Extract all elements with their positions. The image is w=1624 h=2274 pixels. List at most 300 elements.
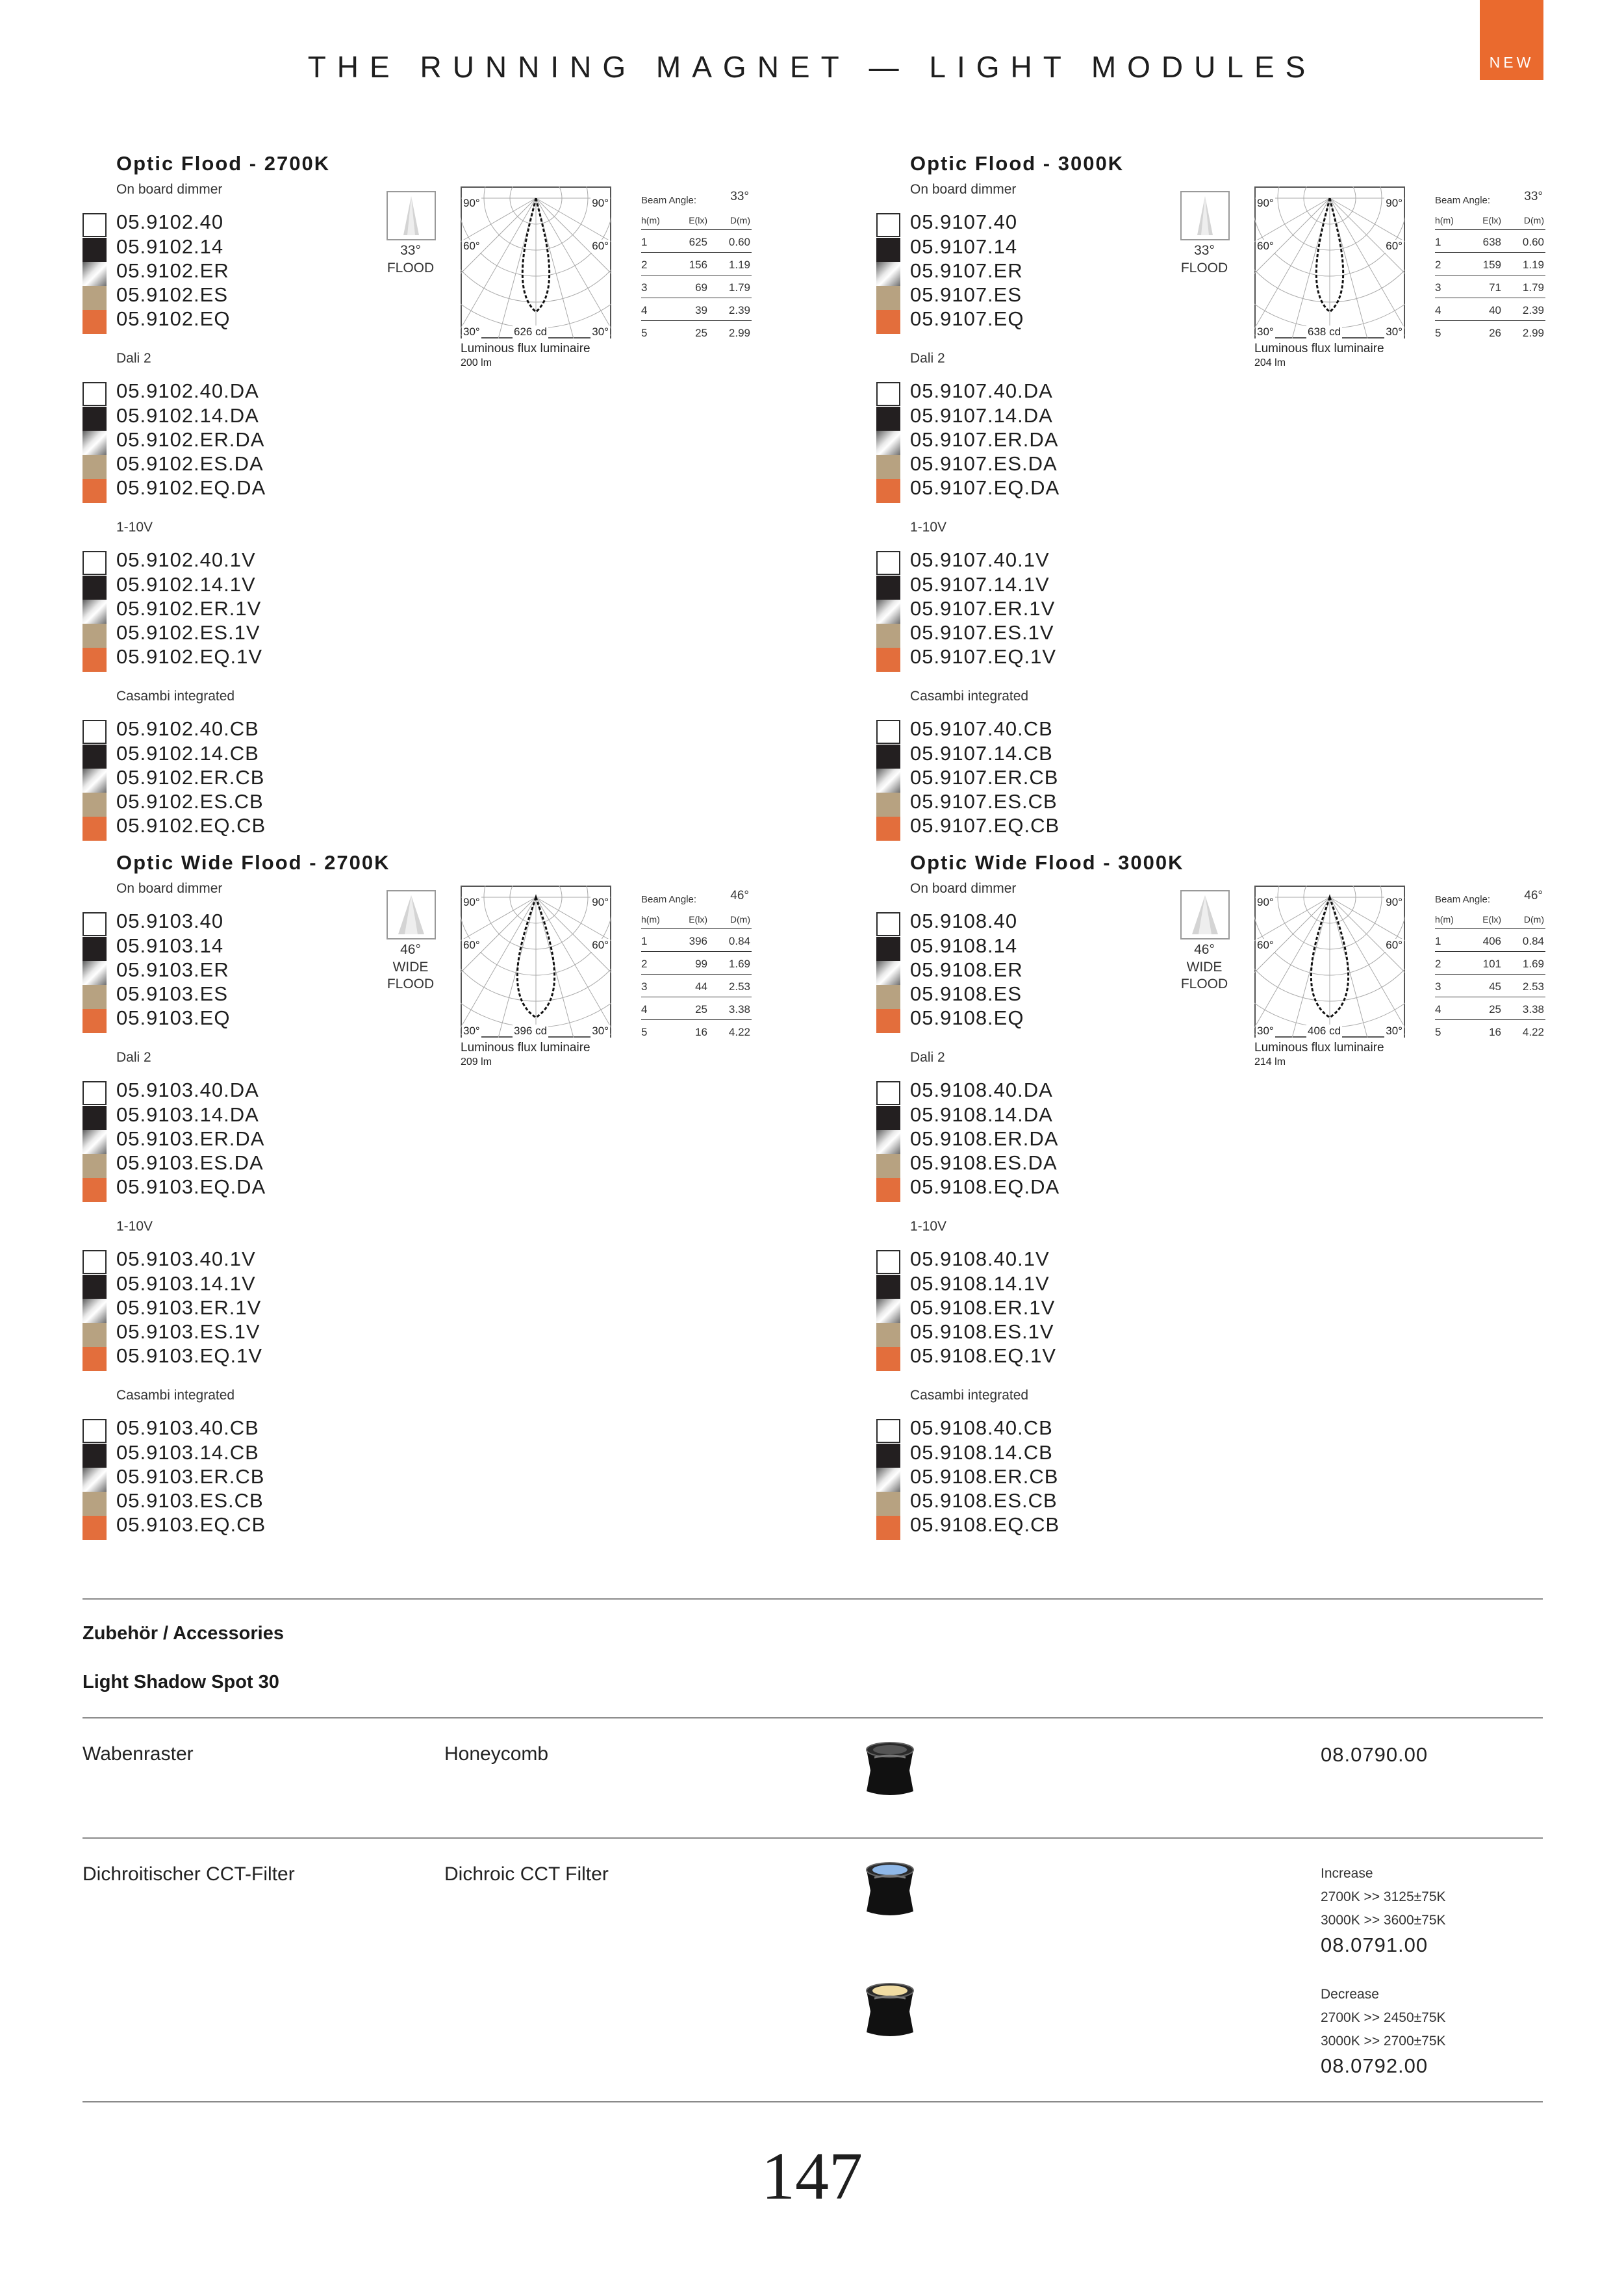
column-header: h(m) xyxy=(641,914,660,925)
beam-cell: 2 xyxy=(641,958,648,970)
column-header: h(m) xyxy=(1435,914,1454,925)
product-item xyxy=(876,1247,1214,1271)
beam-cell: 71 xyxy=(1489,281,1501,294)
product-item xyxy=(82,1103,420,1127)
beam-row xyxy=(641,253,752,275)
finish-swatch xyxy=(82,1009,107,1033)
beam-cell: 25 xyxy=(695,1003,707,1016)
article-code: 05.9108.ER xyxy=(910,958,1023,981)
amber-filter-icon xyxy=(857,1979,922,2044)
finish-swatch xyxy=(82,937,107,961)
article-code: 05.9102.ER.1V xyxy=(116,597,262,620)
article-code: 05.9102.ES.CB xyxy=(116,790,264,813)
finish-swatch xyxy=(876,1081,900,1105)
beam-cell: 1 xyxy=(641,236,648,248)
new-badge: NEW xyxy=(1480,0,1543,80)
article-code: 05.9108.14.1V xyxy=(910,1272,1050,1295)
dimming-group xyxy=(82,689,407,845)
product-item xyxy=(876,1006,1214,1030)
beam-angle-label: Beam Angle: xyxy=(1435,894,1491,905)
product-item xyxy=(876,1296,1214,1320)
beam-cell: 0.84 xyxy=(1522,935,1544,947)
product-item xyxy=(876,1151,1214,1175)
article-code: 05.9103.ES.CB xyxy=(116,1489,264,1512)
group-label: Dali 2 xyxy=(116,351,151,366)
product-item xyxy=(876,645,1214,669)
article-code: 05.9102.ER.DA xyxy=(116,428,265,451)
section-title: Optic Wide Flood - 2700K xyxy=(116,851,390,874)
article-code: 05.9108.14 xyxy=(910,934,1018,957)
column-header: D(m) xyxy=(730,914,750,925)
finish-swatch xyxy=(876,262,900,286)
optic-symbol xyxy=(1180,191,1230,240)
finish-swatch xyxy=(876,817,900,841)
beam-row xyxy=(1435,997,1545,1020)
beam-row xyxy=(641,321,752,344)
article-code: 05.9103.EQ.CB xyxy=(116,1513,266,1536)
beam-row xyxy=(1435,929,1545,952)
beam-cell: 25 xyxy=(1489,1003,1501,1016)
polar-angle-label: 60° xyxy=(1386,240,1402,252)
article-code: 05.9102.14.1V xyxy=(116,573,256,596)
finish-swatch xyxy=(82,1492,107,1516)
beam-cell: 0.84 xyxy=(728,935,750,947)
product-item xyxy=(876,1513,1214,1537)
finish-swatch xyxy=(876,1516,900,1540)
product-item xyxy=(876,1079,1214,1103)
beam-cell: 45 xyxy=(1489,980,1501,993)
beam-row xyxy=(641,1020,752,1043)
article-code: 05.9103.14.DA xyxy=(116,1103,259,1126)
finish-swatch xyxy=(82,1275,107,1299)
product-item xyxy=(876,717,1214,741)
product-section xyxy=(876,152,1623,847)
polar-grid xyxy=(461,186,611,339)
beam-cell: 2.53 xyxy=(1522,980,1544,993)
column-header: D(m) xyxy=(1523,215,1544,225)
product-item xyxy=(876,1320,1214,1344)
finish-swatch xyxy=(876,382,900,406)
article-code: 05.9107.ER.CB xyxy=(910,766,1059,789)
flux-value: 214 lm xyxy=(1254,1056,1286,1067)
finish-swatch xyxy=(876,286,900,310)
product-item xyxy=(82,934,420,958)
beam-row xyxy=(1435,975,1545,997)
article-code: 05.9102.EQ.CB xyxy=(116,814,266,837)
product-item xyxy=(876,934,1214,958)
finish-swatch xyxy=(82,262,107,286)
polar-angle-label: 30° xyxy=(463,1025,480,1037)
optic-symbol xyxy=(1180,890,1230,939)
beam-cell: 638 xyxy=(1482,236,1501,248)
polar-grid xyxy=(461,886,611,1038)
article-code: 05.9107.14.DA xyxy=(910,404,1053,427)
filter-note: 2700K >> 2450±75K xyxy=(1321,2010,1446,2025)
article-code: 05.9102.EQ.1V xyxy=(116,645,262,668)
optic-angle: 46° xyxy=(400,942,421,957)
product-item xyxy=(82,211,420,235)
beam-cell: 2.39 xyxy=(728,304,750,316)
dichroic-increase-image xyxy=(857,1858,922,1923)
group-label: On board dimmer xyxy=(116,182,223,197)
finish-swatch xyxy=(876,720,900,744)
filter-note: 3000K >> 2700±75K xyxy=(1321,2034,1446,2049)
beam-column-headers xyxy=(1435,908,1545,929)
dimming-group xyxy=(876,1219,1201,1375)
product-item xyxy=(82,307,420,331)
finish-swatch xyxy=(82,576,107,600)
article-code: 05.9107.40.CB xyxy=(910,717,1053,740)
beam-row xyxy=(1435,1020,1545,1043)
article-code: 05.9102.40 xyxy=(116,211,224,233)
finish-swatch xyxy=(876,310,900,334)
product-item xyxy=(876,404,1214,428)
filter-note: 2700K >> 3125±75K xyxy=(1321,1889,1446,1904)
finish-swatch xyxy=(876,1419,900,1443)
beam-cell: 39 xyxy=(695,304,707,316)
finish-swatch xyxy=(876,1106,900,1130)
article-code: 05.9107.40 xyxy=(910,211,1018,233)
product-item xyxy=(82,452,420,476)
group-label: Casambi integrated xyxy=(910,689,1029,704)
product-item xyxy=(876,814,1214,838)
optic-symbol xyxy=(387,890,436,939)
article-code: 05.9103.ES.DA xyxy=(116,1151,264,1174)
beam-row xyxy=(1435,230,1545,253)
finish-swatch xyxy=(876,1492,900,1516)
finish-swatch xyxy=(876,1299,900,1323)
dichroic-decrease-image xyxy=(857,1979,922,2044)
dimming-group xyxy=(82,1219,407,1375)
product-item xyxy=(82,1296,420,1320)
product-item xyxy=(876,452,1214,476)
beam-row xyxy=(641,230,752,253)
beam-column-headers xyxy=(641,209,752,230)
beam-cell: 2 xyxy=(1435,958,1441,970)
product-item xyxy=(82,235,420,259)
polar-angle-label: 90° xyxy=(463,896,480,908)
finish-swatch xyxy=(82,1347,107,1371)
group-label: Casambi integrated xyxy=(116,1388,235,1403)
beam-table xyxy=(1435,889,1545,1043)
accessory-code: 08.0791.00 xyxy=(1321,1934,1428,1956)
beam-row xyxy=(641,997,752,1020)
product-item xyxy=(876,597,1214,621)
finish-swatch xyxy=(82,213,107,237)
product-item xyxy=(876,1489,1214,1513)
beam-cell: 2.39 xyxy=(1522,304,1544,316)
finish-swatch xyxy=(82,1106,107,1130)
article-code: 05.9107.40.1V xyxy=(910,548,1050,571)
product-item xyxy=(82,1513,420,1537)
finish-swatch xyxy=(876,937,900,961)
beam-angle-label: Beam Angle: xyxy=(641,894,697,905)
product-item xyxy=(82,476,420,500)
beam-cone-icon xyxy=(1182,891,1228,938)
finish-swatch xyxy=(82,1468,107,1492)
polar-candela: 396 cd xyxy=(514,1025,548,1037)
product-item xyxy=(82,548,420,572)
filter-note-title: Decrease xyxy=(1321,1987,1379,2002)
article-code: 05.9102.14 xyxy=(116,235,224,258)
article-code: 05.9108.40.1V xyxy=(910,1247,1050,1270)
optic-symbol xyxy=(387,191,436,240)
beam-cell: 2 xyxy=(641,259,648,271)
divider xyxy=(82,1717,1543,1718)
article-code: 05.9107.EQ.DA xyxy=(910,476,1060,499)
article-code: 05.9103.ES.1V xyxy=(116,1320,260,1343)
product-item xyxy=(876,428,1214,452)
optic-type-label: WIDE xyxy=(1186,960,1223,975)
beam-cell: 16 xyxy=(1489,1026,1501,1038)
finish-swatch xyxy=(82,817,107,841)
article-code: 05.9108.EQ.1V xyxy=(910,1344,1056,1367)
optic-type-label: FLOOD xyxy=(387,977,435,991)
polar-diagram xyxy=(1254,186,1405,339)
finish-swatch xyxy=(876,1347,900,1371)
product-item xyxy=(876,742,1214,766)
finish-swatch xyxy=(82,455,107,479)
beam-row xyxy=(1435,275,1545,298)
polar-angle-label: 30° xyxy=(592,326,609,338)
divider xyxy=(82,1598,1543,1600)
finish-swatch xyxy=(82,310,107,334)
article-code: 05.9107.ER.1V xyxy=(910,597,1056,620)
group-label: On board dimmer xyxy=(910,182,1017,197)
article-code: 05.9107.EQ.CB xyxy=(910,814,1060,837)
beam-cell: 1 xyxy=(1435,935,1441,947)
article-code: 05.9103.40.1V xyxy=(116,1247,256,1270)
honeycomb-icon xyxy=(857,1738,922,1803)
polar-angle-label: 90° xyxy=(1386,896,1402,908)
beam-cone-icon xyxy=(1182,192,1228,239)
beam-cone-icon xyxy=(388,192,435,239)
article-code: 05.9108.14.DA xyxy=(910,1103,1053,1126)
section-title: Optic Flood - 2700K xyxy=(116,152,331,175)
article-code: 05.9103.EQ.DA xyxy=(116,1175,266,1198)
beam-cell: 156 xyxy=(689,259,707,271)
beam-cell: 1.69 xyxy=(1522,958,1544,970)
accessory-code: 08.0790.00 xyxy=(1321,1743,1428,1766)
article-code: 05.9103.ES xyxy=(116,982,229,1005)
article-code: 05.9102.14.CB xyxy=(116,742,259,765)
dimming-group xyxy=(876,1388,1201,1544)
beam-cell: 1 xyxy=(1435,236,1441,248)
finish-swatch xyxy=(876,1323,900,1347)
honeycomb-image xyxy=(857,1738,922,1803)
dimming-group xyxy=(876,689,1201,845)
beam-header xyxy=(641,889,752,908)
product-item xyxy=(876,307,1214,331)
polar-grid xyxy=(1254,886,1405,1038)
beam-cell: 3.38 xyxy=(1522,1003,1544,1016)
dimming-group xyxy=(82,1388,407,1544)
article-code: 05.9108.ES.DA xyxy=(910,1151,1058,1174)
article-code: 05.9102.40.1V xyxy=(116,548,256,571)
beam-cell: 25 xyxy=(695,327,707,339)
finish-swatch xyxy=(876,576,900,600)
article-code: 05.9108.14.CB xyxy=(910,1441,1053,1464)
beam-cell: 2 xyxy=(1435,259,1441,271)
polar-angle-label: 90° xyxy=(1257,197,1274,209)
product-section xyxy=(876,851,1623,1546)
article-code: 05.9107.14.1V xyxy=(910,573,1050,596)
polar-angle-label: 60° xyxy=(463,240,480,252)
beam-cell: 69 xyxy=(695,281,707,294)
product-item xyxy=(82,1465,420,1489)
article-code: 05.9107.EQ xyxy=(910,307,1024,330)
accessory-code: 08.0792.00 xyxy=(1321,2054,1428,2077)
beam-cell: 4 xyxy=(1435,304,1441,316)
polar-angle-label: 60° xyxy=(1257,240,1274,252)
beam-row xyxy=(641,298,752,321)
flux-label: Luminous flux luminaire xyxy=(461,342,590,355)
finish-swatch xyxy=(876,793,900,817)
finish-swatch xyxy=(82,407,107,431)
product-item xyxy=(82,790,420,814)
beam-row xyxy=(641,952,752,975)
article-code: 05.9103.40.CB xyxy=(116,1416,259,1439)
polar-angle-label: 60° xyxy=(592,939,609,951)
finish-swatch xyxy=(876,1178,900,1202)
finish-swatch xyxy=(876,479,900,503)
article-code: 05.9102.40.DA xyxy=(116,379,259,402)
group-label: Casambi integrated xyxy=(910,1388,1029,1403)
article-code: 05.9107.ES.CB xyxy=(910,790,1058,813)
product-item xyxy=(876,1272,1214,1296)
beam-angle-value: 46° xyxy=(730,889,749,902)
divider xyxy=(82,2101,1543,2102)
beam-header xyxy=(641,190,752,209)
beam-cell: 5 xyxy=(1435,1026,1441,1038)
finish-swatch xyxy=(876,1444,900,1468)
finish-swatch xyxy=(82,431,107,455)
beam-table xyxy=(641,190,752,344)
dimming-group xyxy=(876,520,1201,676)
article-code: 05.9102.40.CB xyxy=(116,717,259,740)
beam-cell: 2.99 xyxy=(1522,327,1544,339)
group-label: 1-10V xyxy=(910,520,947,535)
product-item xyxy=(876,548,1214,572)
product-section xyxy=(82,851,830,1546)
article-code: 05.9103.ER.DA xyxy=(116,1127,265,1150)
finish-swatch xyxy=(876,1468,900,1492)
product-item xyxy=(876,379,1214,403)
finish-swatch xyxy=(82,720,107,744)
beam-cell: 1.19 xyxy=(728,259,750,271)
beam-angle-value: 33° xyxy=(1524,190,1543,203)
finish-swatch xyxy=(82,1323,107,1347)
finish-swatch xyxy=(82,382,107,406)
product-item xyxy=(82,1416,420,1440)
product-item xyxy=(82,1079,420,1103)
polar-candela: 406 cd xyxy=(1308,1025,1341,1037)
beam-angle-label: Beam Angle: xyxy=(1435,195,1491,206)
accessory-name-de: Dichroitischer CCT-Filter xyxy=(82,1863,295,1885)
finish-swatch xyxy=(82,1299,107,1323)
group-label: On board dimmer xyxy=(116,881,223,896)
accessory-name-en: Honeycomb xyxy=(444,1743,549,1765)
finish-swatch xyxy=(876,961,900,985)
product-item xyxy=(876,621,1214,645)
finish-swatch xyxy=(82,1130,107,1154)
beam-cell: 101 xyxy=(1482,958,1501,970)
group-label: Dali 2 xyxy=(910,351,945,366)
beam-cell: 0.60 xyxy=(728,236,750,248)
section-title: Optic Wide Flood - 3000K xyxy=(910,851,1184,874)
flux-label: Luminous flux luminaire xyxy=(1254,342,1384,355)
product-item xyxy=(876,476,1214,500)
finish-swatch xyxy=(876,769,900,793)
beam-cell: 4 xyxy=(641,1003,648,1016)
dimming-group xyxy=(876,881,1201,1037)
beam-cell: 159 xyxy=(1482,259,1501,271)
page-number: 147 xyxy=(761,2139,863,2214)
beam-cell: 26 xyxy=(1489,327,1501,339)
finish-swatch xyxy=(82,793,107,817)
polar-angle-label: 60° xyxy=(592,240,609,252)
product-item xyxy=(876,1175,1214,1199)
finish-swatch xyxy=(876,431,900,455)
product-item xyxy=(82,910,420,934)
dimming-group xyxy=(876,182,1201,338)
article-code: 05.9102.14.DA xyxy=(116,404,259,427)
beam-row xyxy=(1435,253,1545,275)
product-item xyxy=(82,1247,420,1271)
product-item xyxy=(876,1127,1214,1151)
article-code: 05.9108.ES.1V xyxy=(910,1320,1054,1343)
finish-swatch xyxy=(82,985,107,1009)
finish-swatch xyxy=(876,624,900,648)
flux-value: 204 lm xyxy=(1254,357,1286,368)
polar-candela: 638 cd xyxy=(1308,326,1341,338)
product-item xyxy=(82,573,420,597)
column-header: E(lx) xyxy=(1482,215,1501,225)
polar-angle-label: 90° xyxy=(592,896,609,908)
column-header: h(m) xyxy=(1435,215,1454,225)
beam-cell: 1.79 xyxy=(728,281,750,294)
flux-value: 209 lm xyxy=(461,1056,492,1067)
article-code: 05.9102.ER xyxy=(116,259,229,282)
finish-swatch xyxy=(876,1009,900,1033)
dimming-group xyxy=(876,1050,1201,1206)
product-item xyxy=(876,1344,1214,1368)
article-code: 05.9107.EQ.1V xyxy=(910,645,1056,668)
product-item xyxy=(82,1006,420,1030)
finish-swatch xyxy=(82,600,107,624)
product-item xyxy=(82,428,420,452)
finish-swatch xyxy=(82,745,107,769)
beam-cell: 3.38 xyxy=(728,1003,750,1016)
beam-cell: 4.22 xyxy=(1522,1026,1544,1038)
finish-swatch xyxy=(876,238,900,262)
column-header: D(m) xyxy=(1523,914,1544,925)
product-item xyxy=(82,1489,420,1513)
beam-cell: 406 xyxy=(1482,935,1501,947)
finish-swatch xyxy=(82,1250,107,1274)
article-code: 05.9107.ES xyxy=(910,283,1022,306)
article-code: 05.9108.40 xyxy=(910,910,1018,932)
article-code: 05.9108.ER.CB xyxy=(910,1465,1059,1488)
column-header: E(lx) xyxy=(689,215,707,225)
article-code: 05.9108.ER.1V xyxy=(910,1296,1056,1319)
beam-table xyxy=(641,889,752,1043)
beam-cell: 40 xyxy=(1489,304,1501,316)
column-header: E(lx) xyxy=(689,914,707,925)
product-item xyxy=(876,1416,1214,1440)
optic-type-label: FLOOD xyxy=(387,261,435,275)
group-label: Dali 2 xyxy=(910,1050,945,1065)
